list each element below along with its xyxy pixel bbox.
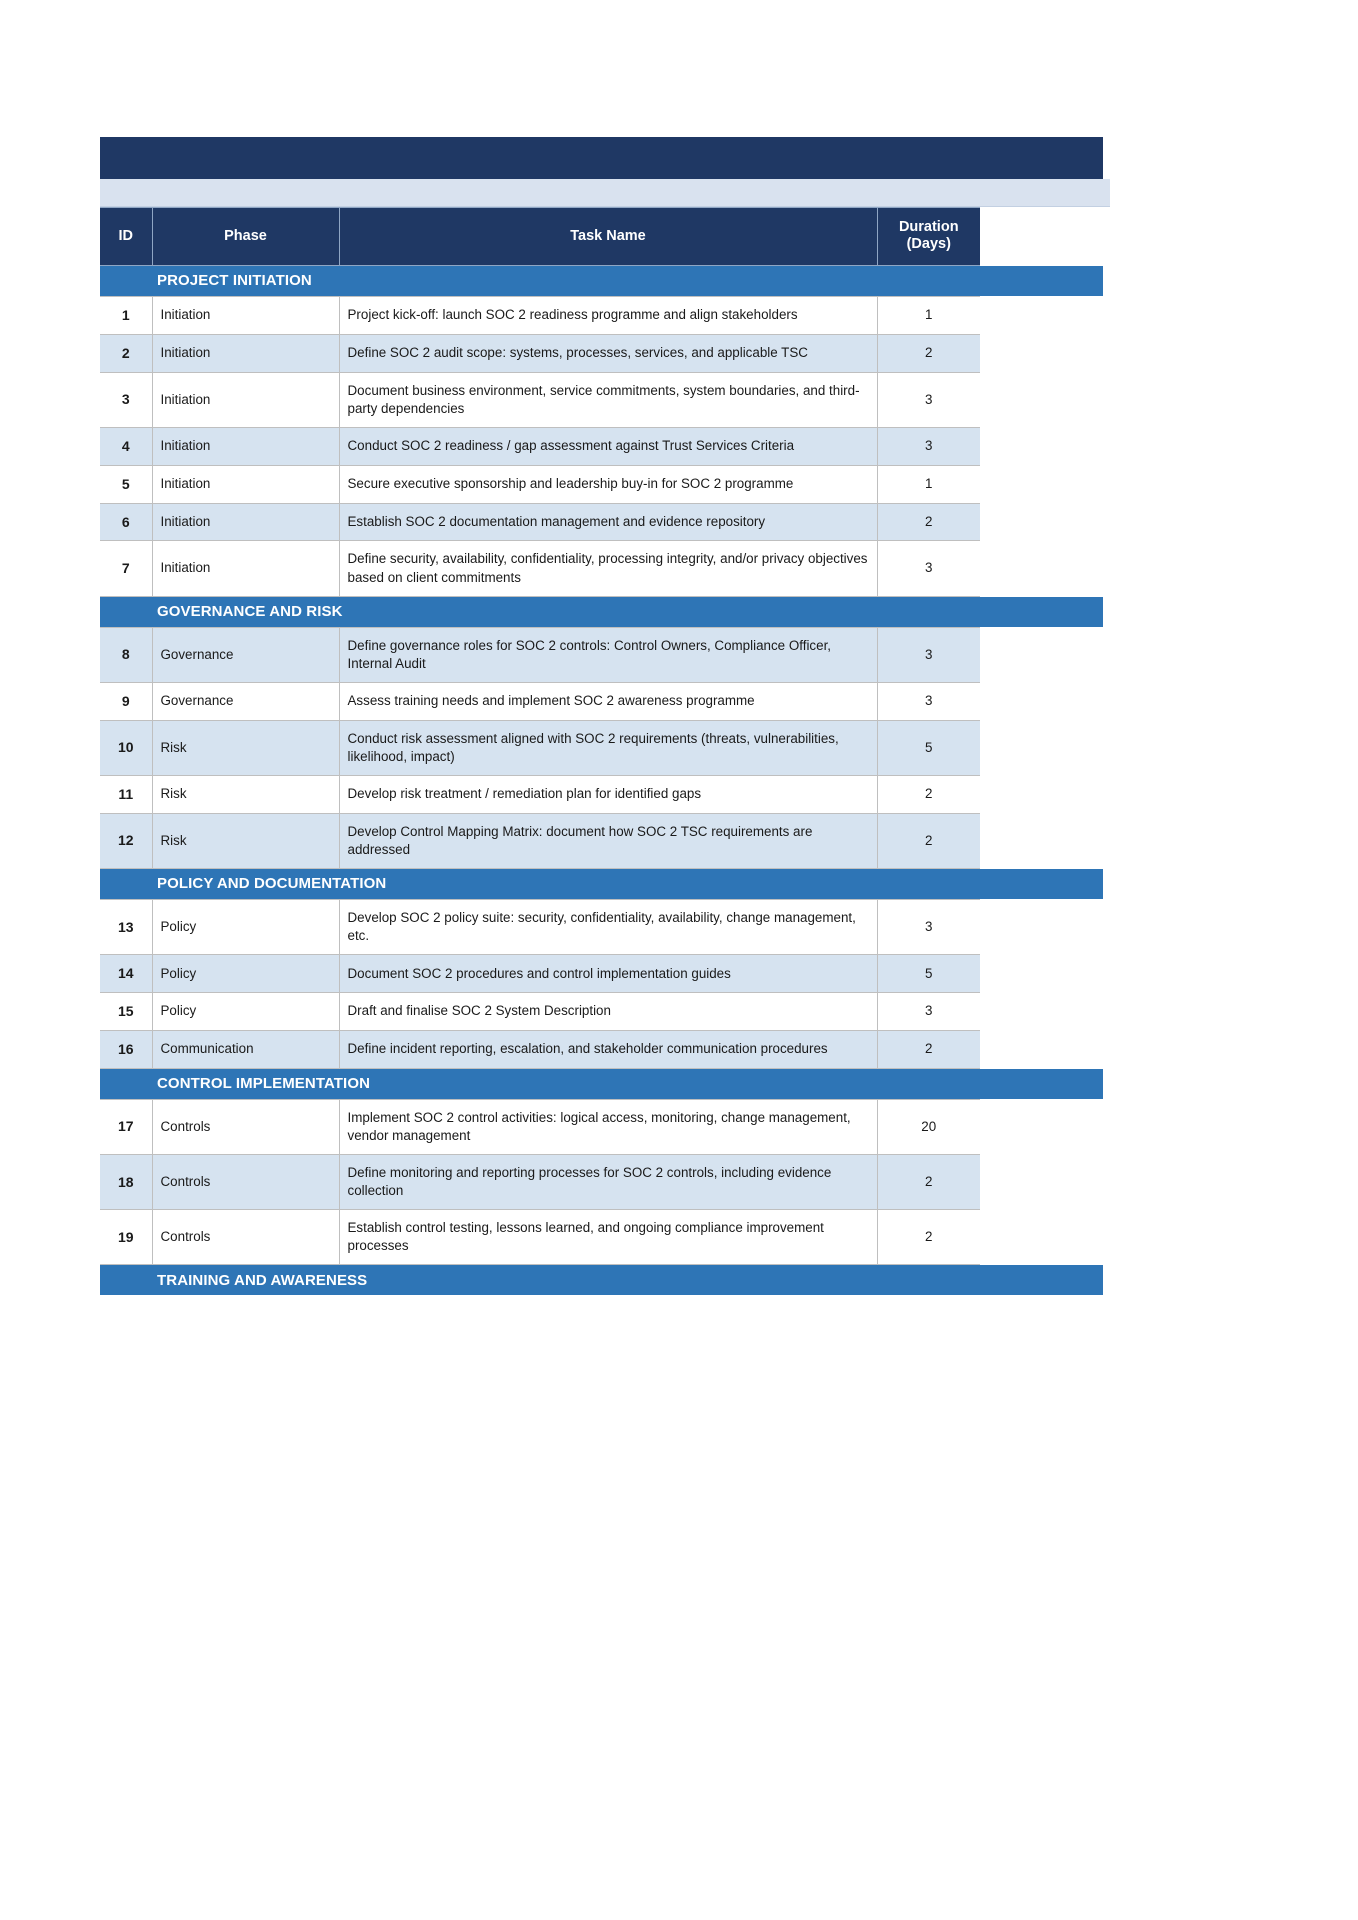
task-duration-cell: 3 (877, 372, 980, 427)
task-id-cell: 9 (100, 682, 152, 720)
task-id-cell: 2 (100, 334, 152, 372)
table-row (100, 296, 980, 334)
task-name-cell: Develop risk treatment / remediation plan for identified gaps (339, 775, 877, 813)
task-id-cell: 17 (100, 1099, 152, 1154)
task-phase-cell: Controls (152, 1210, 339, 1265)
task-name-cell: Establish control testing, lessons learned, and ongoing compliance improvement processes (339, 1210, 877, 1265)
section-title: CONTROL IMPLEMENTATION (157, 1075, 371, 1093)
task-id-cell: 1 (100, 296, 152, 334)
task-phase-cell: Initiation (152, 296, 339, 334)
section-title: POLICY AND DOCUMENTATION (157, 875, 387, 893)
soc2-task-table (100, 207, 980, 1295)
table-row (100, 899, 980, 954)
task-phase-cell: Policy (152, 899, 339, 954)
table-row (100, 1099, 980, 1154)
section-header-row (100, 1068, 980, 1099)
task-name-cell: Define SOC 2 audit scope: systems, processes, services, and applicable TSC (339, 334, 877, 372)
section-banner-overflow (980, 869, 1103, 899)
task-id-cell: 3 (100, 372, 152, 427)
section-header-cell (100, 1068, 980, 1099)
task-id-cell: 16 (100, 1030, 152, 1068)
task-duration-cell: 3 (877, 541, 980, 596)
section-banner-indent (100, 1265, 152, 1295)
table-row (100, 955, 980, 993)
task-duration-cell: 2 (877, 1210, 980, 1265)
task-phase-cell: Initiation (152, 334, 339, 372)
task-id-cell: 15 (100, 993, 152, 1031)
task-duration-cell: 2 (877, 813, 980, 868)
section-title: TRAINING AND AWARENESS (157, 1271, 368, 1289)
section-banner (100, 1265, 980, 1295)
task-id-cell: 6 (100, 503, 152, 541)
task-duration-cell: 1 (877, 296, 980, 334)
task-name-cell: Define governance roles for SOC 2 controls: Control Owners, Compliance Officer, Internal Audit (339, 627, 877, 682)
task-duration-cell: 3 (877, 427, 980, 465)
section-header-cell (100, 596, 980, 627)
task-name-cell: Conduct risk assessment aligned with SOC 2 requirements (threats, vulnerabilities, likelihood, impact) (339, 720, 877, 775)
column-header-phase: Phase (152, 208, 339, 266)
task-phase-cell: Policy (152, 955, 339, 993)
section-header-row (100, 868, 980, 899)
section-banner-indent (100, 266, 152, 296)
task-id-cell: 11 (100, 775, 152, 813)
task-id-cell: 4 (100, 427, 152, 465)
task-name-cell: Develop SOC 2 policy suite: security, confidentiality, availability, change management, etc. (339, 899, 877, 954)
task-name-cell: Assess training needs and implement SOC 2 awareness programme (339, 682, 877, 720)
task-name-cell: Draft and finalise SOC 2 System Description (339, 993, 877, 1031)
section-header-cell (100, 868, 980, 899)
task-phase-cell: Communication (152, 1030, 339, 1068)
section-banner (100, 1069, 980, 1099)
task-phase-cell: Governance (152, 682, 339, 720)
section-banner (100, 266, 980, 296)
document-title-banner (100, 137, 1103, 179)
table-row (100, 813, 980, 868)
table-row (100, 465, 980, 503)
task-phase-cell: Risk (152, 813, 339, 868)
task-duration-cell: 2 (877, 1155, 980, 1210)
column-header-duration (877, 208, 980, 266)
task-id-cell: 13 (100, 899, 152, 954)
task-id-cell: 14 (100, 955, 152, 993)
task-id-cell: 5 (100, 465, 152, 503)
task-phase-cell: Risk (152, 775, 339, 813)
task-name-cell: Define monitoring and reporting processes for SOC 2 controls, including evidence collection (339, 1155, 877, 1210)
table-row (100, 1210, 980, 1265)
column-header-task-name: Task Name (339, 208, 877, 266)
task-id-cell: 7 (100, 541, 152, 596)
task-name-cell: Define incident reporting, escalation, and stakeholder communication procedures (339, 1030, 877, 1068)
task-phase-cell: Controls (152, 1099, 339, 1154)
task-name-cell: Define security, availability, confidentiality, processing integrity, and/or privacy objectives based on client commitments (339, 541, 877, 596)
section-header-row (100, 265, 980, 296)
section-banner (100, 869, 980, 899)
task-duration-cell: 2 (877, 334, 980, 372)
task-duration-cell: 2 (877, 775, 980, 813)
section-banner-overflow (980, 1069, 1103, 1099)
section-header-cell (100, 1265, 980, 1296)
section-banner-indent (100, 1069, 152, 1099)
table-row (100, 775, 980, 813)
table-row (100, 1155, 980, 1210)
table-row (100, 503, 980, 541)
task-duration-cell: 2 (877, 1030, 980, 1068)
task-name-cell: Document SOC 2 procedures and control implementation guides (339, 955, 877, 993)
task-id-cell: 10 (100, 720, 152, 775)
task-name-cell: Secure executive sponsorship and leadership buy-in for SOC 2 programme (339, 465, 877, 503)
task-name-cell: Establish SOC 2 documentation management and evidence repository (339, 503, 877, 541)
task-duration-cell: 5 (877, 720, 980, 775)
table-row (100, 427, 980, 465)
task-duration-cell: 5 (877, 955, 980, 993)
task-phase-cell: Initiation (152, 503, 339, 541)
header-row (100, 208, 980, 266)
task-name-cell: Document business environment, service commitments, system boundaries, and third-party dependencies (339, 372, 877, 427)
task-phase-cell: Initiation (152, 372, 339, 427)
section-banner-overflow (980, 1265, 1103, 1295)
table-row (100, 627, 980, 682)
table-row (100, 682, 980, 720)
task-duration-cell: 3 (877, 682, 980, 720)
section-banner-indent (100, 869, 152, 899)
task-name-cell: Project kick-off: launch SOC 2 readiness programme and align stakeholders (339, 296, 877, 334)
document-subtitle-band (100, 179, 1110, 207)
duration-header-line2: (Days) (906, 236, 951, 253)
task-duration-cell: 3 (877, 627, 980, 682)
task-duration-cell: 3 (877, 899, 980, 954)
table-body (100, 265, 980, 1295)
section-banner (100, 597, 980, 627)
section-header-cell (100, 265, 980, 296)
section-banner-overflow (980, 597, 1103, 627)
task-duration-cell: 1 (877, 465, 980, 503)
section-header-row (100, 596, 980, 627)
duration-header-line1: Duration (898, 219, 959, 235)
table-header (100, 208, 980, 266)
table-row (100, 993, 980, 1031)
task-phase-cell: Policy (152, 993, 339, 1031)
task-phase-cell: Governance (152, 627, 339, 682)
task-name-cell: Develop Control Mapping Matrix: document how SOC 2 TSC requirements are addressed (339, 813, 877, 868)
table-row (100, 541, 980, 596)
task-duration-cell: 3 (877, 993, 980, 1031)
table-row (100, 372, 980, 427)
task-phase-cell: Controls (152, 1155, 339, 1210)
task-phase-cell: Initiation (152, 541, 339, 596)
task-id-cell: 18 (100, 1155, 152, 1210)
table-row (100, 1030, 980, 1068)
task-phase-cell: Initiation (152, 427, 339, 465)
task-name-cell: Conduct SOC 2 readiness / gap assessment against Trust Services Criteria (339, 427, 877, 465)
section-title: GOVERNANCE AND RISK (157, 603, 343, 621)
task-id-cell: 19 (100, 1210, 152, 1265)
section-banner-indent (100, 597, 152, 627)
table-row (100, 720, 980, 775)
task-id-cell: 12 (100, 813, 152, 868)
task-phase-cell: Risk (152, 720, 339, 775)
table-row (100, 334, 980, 372)
task-duration-cell: 2 (877, 503, 980, 541)
section-title: PROJECT INITIATION (157, 272, 312, 290)
task-duration-cell: 20 (877, 1099, 980, 1154)
task-name-cell: Implement SOC 2 control activities: logical access, monitoring, change management, vendor management (339, 1099, 877, 1154)
column-header-id: ID (100, 208, 152, 266)
section-banner-overflow (980, 266, 1103, 296)
task-id-cell: 8 (100, 627, 152, 682)
task-phase-cell: Initiation (152, 465, 339, 503)
section-header-row (100, 1265, 980, 1296)
